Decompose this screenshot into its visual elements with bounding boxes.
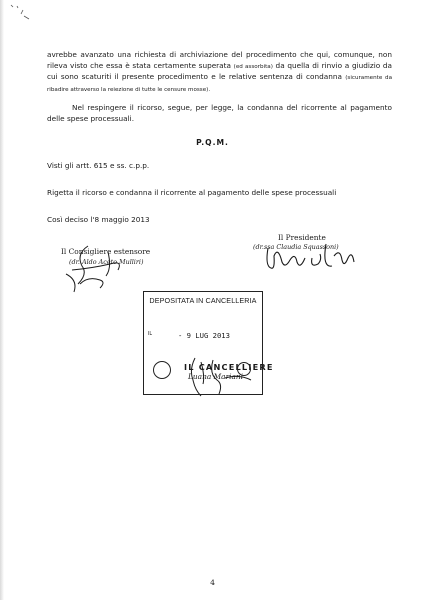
visti-line: Visti gli artt. 615 e ss. c.p.p.	[47, 161, 150, 170]
consigliere-title: Il Consigliere estensore	[61, 247, 151, 256]
paragraph-note: (ed assorbita)	[233, 63, 273, 70]
scan-edge-shadow	[0, 0, 4, 600]
paragraph-text: da quella di rinvio a giudizio da cui sono scaturiti il presente procedimento e le relative sentenza di condanna	[47, 60, 392, 82]
scan-corner-mark	[8, 2, 36, 24]
consigliere-name: (dr. Aldo Aceto Mulliri)	[69, 258, 144, 266]
stamp-cancelliere: IL CANCELLIERE	[184, 362, 274, 372]
stamp-title: DEPOSITATA IN CANCELLERIA	[149, 296, 257, 305]
stamp-clerk-name: Luana Mariani	[188, 372, 243, 381]
consigliere-signature	[48, 240, 153, 300]
stamp-date: - 9 LUG 2013	[178, 331, 230, 340]
paragraph-archiviazione	[47, 50, 392, 95]
paragraph-text: avrebbe avanzato una richiesta di archiviazione del procedimento che qui, comunque, non rileva visto che essa è stata certamente superata	[47, 50, 392, 70]
presidente-name: (dr.ssa Claudia Squassoni)	[253, 243, 339, 251]
rigetta-line: Rigetta il ricorso e condanna il ricorrente al pagamento delle spese processuali	[47, 188, 337, 197]
paragraph-condanna: Nel respingere il ricorso, segue, per legge, la condanna del ricorrente al pagamento delle spese processuali.	[47, 103, 392, 123]
presidente-title: Il Presidente	[278, 233, 326, 242]
page-number: 4	[210, 578, 215, 587]
deciso-line: Così deciso l'8 maggio 2013	[47, 215, 150, 224]
paragraph-note: (sicuramente da ribadire attraverso la reiezione di tutte le censure mosse).	[47, 75, 392, 93]
presidente-signature	[262, 238, 358, 278]
pqm-heading: P.Q.M.	[196, 138, 229, 147]
cancelliere-signature	[143, 350, 263, 402]
stamp-il-label: IL	[148, 332, 153, 337]
